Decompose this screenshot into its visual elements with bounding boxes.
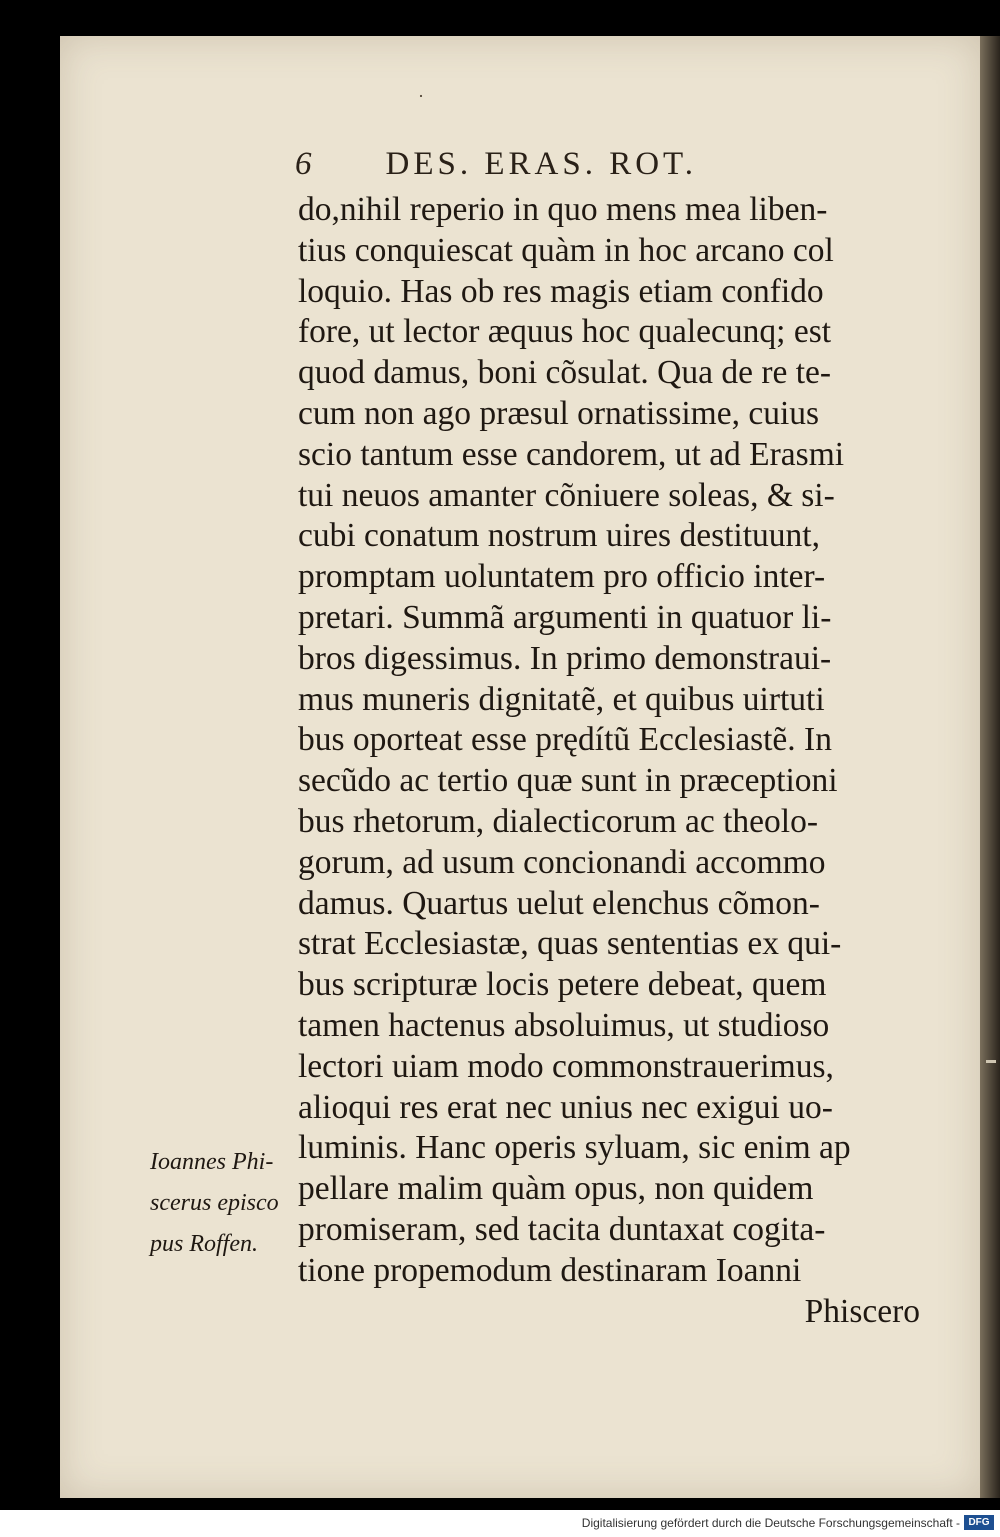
printer-mark: · [418, 86, 424, 106]
text-line: strat Ecclesiastæ, quas sententias ex qui- [298, 925, 842, 963]
text-line: do,nihil reperio in quo mens mea liben- [298, 191, 828, 228]
text-line: gorum, ad usum concionandi accommo [298, 843, 826, 881]
marginal-line: pus Roffen. [150, 1230, 258, 1257]
marginal-line: Ioannes Phi- [150, 1149, 274, 1175]
marginal-note [150, 1142, 300, 1264]
text-line: tui neuos amanter cõniuere soleas, & si- [298, 476, 835, 514]
running-head [295, 146, 935, 186]
folio-number: 6 [295, 146, 316, 182]
dfg-logo-icon: DFG [964, 1515, 994, 1530]
body-text [298, 190, 920, 1332]
text-line: bus rhetorum, dialecticorum ac theolo- [298, 802, 819, 840]
footer-bar [0, 1510, 1000, 1537]
text-line: luminis. Hanc operis syluam, sic enim ap [298, 1129, 851, 1167]
text-line: cubi conatum nostrum uires destituunt, [298, 517, 820, 555]
text-line: fore, ut lector æquus hoc qualecunq; est [298, 313, 832, 351]
text-line: bros digessimus. In primo demonstraui- [298, 639, 832, 677]
text-line: tione propemodum destinaram Ioanni [298, 1251, 802, 1289]
text-line: pellare malim quàm opus, non quidem [298, 1170, 814, 1208]
text-line: scio tantum esse candorem, ut ad Erasmi [298, 435, 845, 473]
text-line: lectori uiam modo commonstrauerimus, [298, 1047, 834, 1085]
text-line: tamen hactenus absoluimus, ut studioso [298, 1006, 830, 1044]
text-line: loquio. Has ob res magis etiam confido [298, 272, 824, 310]
edge-mark [986, 1060, 996, 1063]
text-line: quod damus, boni cõsulat. Qua de re te- [298, 354, 832, 392]
text-line: secũdo ac tertio quæ sunt in præceptioni [298, 762, 838, 800]
text-line: pretari. Summã argumenti in quatuor li- [298, 598, 832, 636]
text-line: promptam uoluntatem pro officio inter- [298, 558, 826, 596]
text-line: damus. Quartus uelut elenchus cõmon- [298, 884, 820, 922]
text-line: cum non ago præsul ornatissime, cuius [298, 394, 820, 432]
text-line: bus oporteat esse prędítũ Ecclesiastẽ. In [298, 721, 832, 759]
text-line: bus scripturæ locis petere debeat, quem [298, 966, 827, 1004]
text-line: alioqui res erat nec unius nec exigui uo- [298, 1088, 833, 1126]
marginal-line: scerus episco [150, 1189, 279, 1216]
catchword: Phiscero [804, 1292, 920, 1330]
running-title: DES. ERAS. ROT. [385, 146, 697, 182]
footer-credit: Digitalisierung gefördert durch die Deutsche Forschungsgemeinschaft - [581, 1516, 960, 1530]
text-line: tius conquiescat quàm in hoc arcano col [298, 231, 834, 269]
page-edge [980, 36, 1000, 1498]
text-line: mus muneris dignitatẽ, et quibus uirtuti [298, 680, 825, 718]
text-line: promiseram, sed tacita duntaxat cogita- [298, 1210, 826, 1248]
